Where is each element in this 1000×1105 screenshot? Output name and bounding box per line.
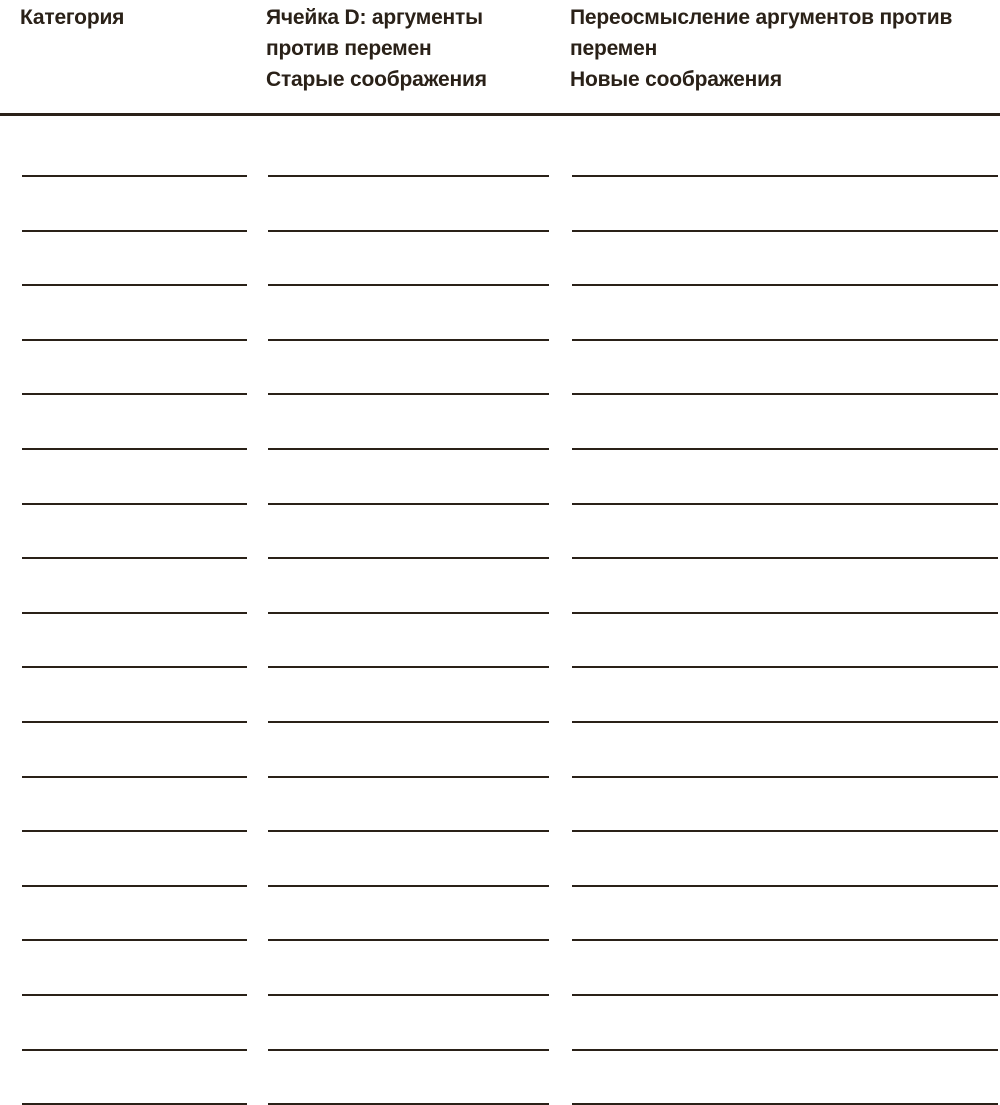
blank-line-category <box>22 994 247 996</box>
blank-line-category <box>22 230 247 232</box>
column-header-new-line-2: перемен <box>570 37 658 60</box>
blank-line-new <box>572 393 998 395</box>
blank-line-new <box>572 994 998 996</box>
blank-line-new <box>572 1049 998 1051</box>
blank-line-category <box>22 721 247 723</box>
blank-line-new <box>572 557 998 559</box>
column-header-category-text: Категория <box>20 6 125 29</box>
column-header-old-line-1: Ячейка D: аргументы <box>266 6 483 29</box>
blank-line-category <box>22 1049 247 1051</box>
blank-line-category <box>22 448 247 450</box>
blank-line-category <box>22 284 247 286</box>
blank-line-category <box>22 557 247 559</box>
column-header-new-line-1: Переосмысление аргументов против <box>570 6 953 29</box>
blank-line-old <box>268 776 549 778</box>
blank-line-old <box>268 666 549 668</box>
column-header-old-line-2: против перемен <box>266 37 432 60</box>
blank-line-category <box>22 393 247 395</box>
blank-line-category <box>22 503 247 505</box>
blank-line-category <box>22 612 247 614</box>
blank-line-old <box>268 830 549 832</box>
blank-line-old <box>268 994 549 996</box>
blank-line-new <box>572 612 998 614</box>
blank-line-old <box>268 448 549 450</box>
blank-line-category <box>22 830 247 832</box>
blank-line-new <box>572 230 998 232</box>
blank-line-old <box>268 339 549 341</box>
blank-line-old <box>268 175 549 177</box>
blank-line-old <box>268 1049 549 1051</box>
blank-line-new <box>572 448 998 450</box>
blank-line-old <box>268 393 549 395</box>
blank-line-new <box>572 666 998 668</box>
blank-line-new <box>572 339 998 341</box>
blank-line-new <box>572 503 998 505</box>
blank-line-new <box>572 776 998 778</box>
column-header-new-line-3: Новые соображения <box>570 68 782 91</box>
blank-line-category <box>22 939 247 941</box>
blank-line-old <box>268 612 549 614</box>
blank-line-old <box>268 939 549 941</box>
blank-line-category <box>22 666 247 668</box>
blank-line-new <box>572 939 998 941</box>
blank-line-old <box>268 557 549 559</box>
blank-line-category <box>22 885 247 887</box>
blank-line-new <box>572 721 998 723</box>
column-header-old-line-3: Старые соображения <box>266 68 487 91</box>
blank-line-new <box>572 284 998 286</box>
blank-line-category <box>22 776 247 778</box>
blank-line-old <box>268 284 549 286</box>
blank-line-category <box>22 175 247 177</box>
blank-line-category <box>22 339 247 341</box>
blank-line-old <box>268 721 549 723</box>
blank-line-old <box>268 230 549 232</box>
blank-line-new <box>572 830 998 832</box>
blank-line-new <box>572 175 998 177</box>
blank-line-old <box>268 885 549 887</box>
blank-line-new <box>572 885 998 887</box>
blank-line-old <box>268 503 549 505</box>
